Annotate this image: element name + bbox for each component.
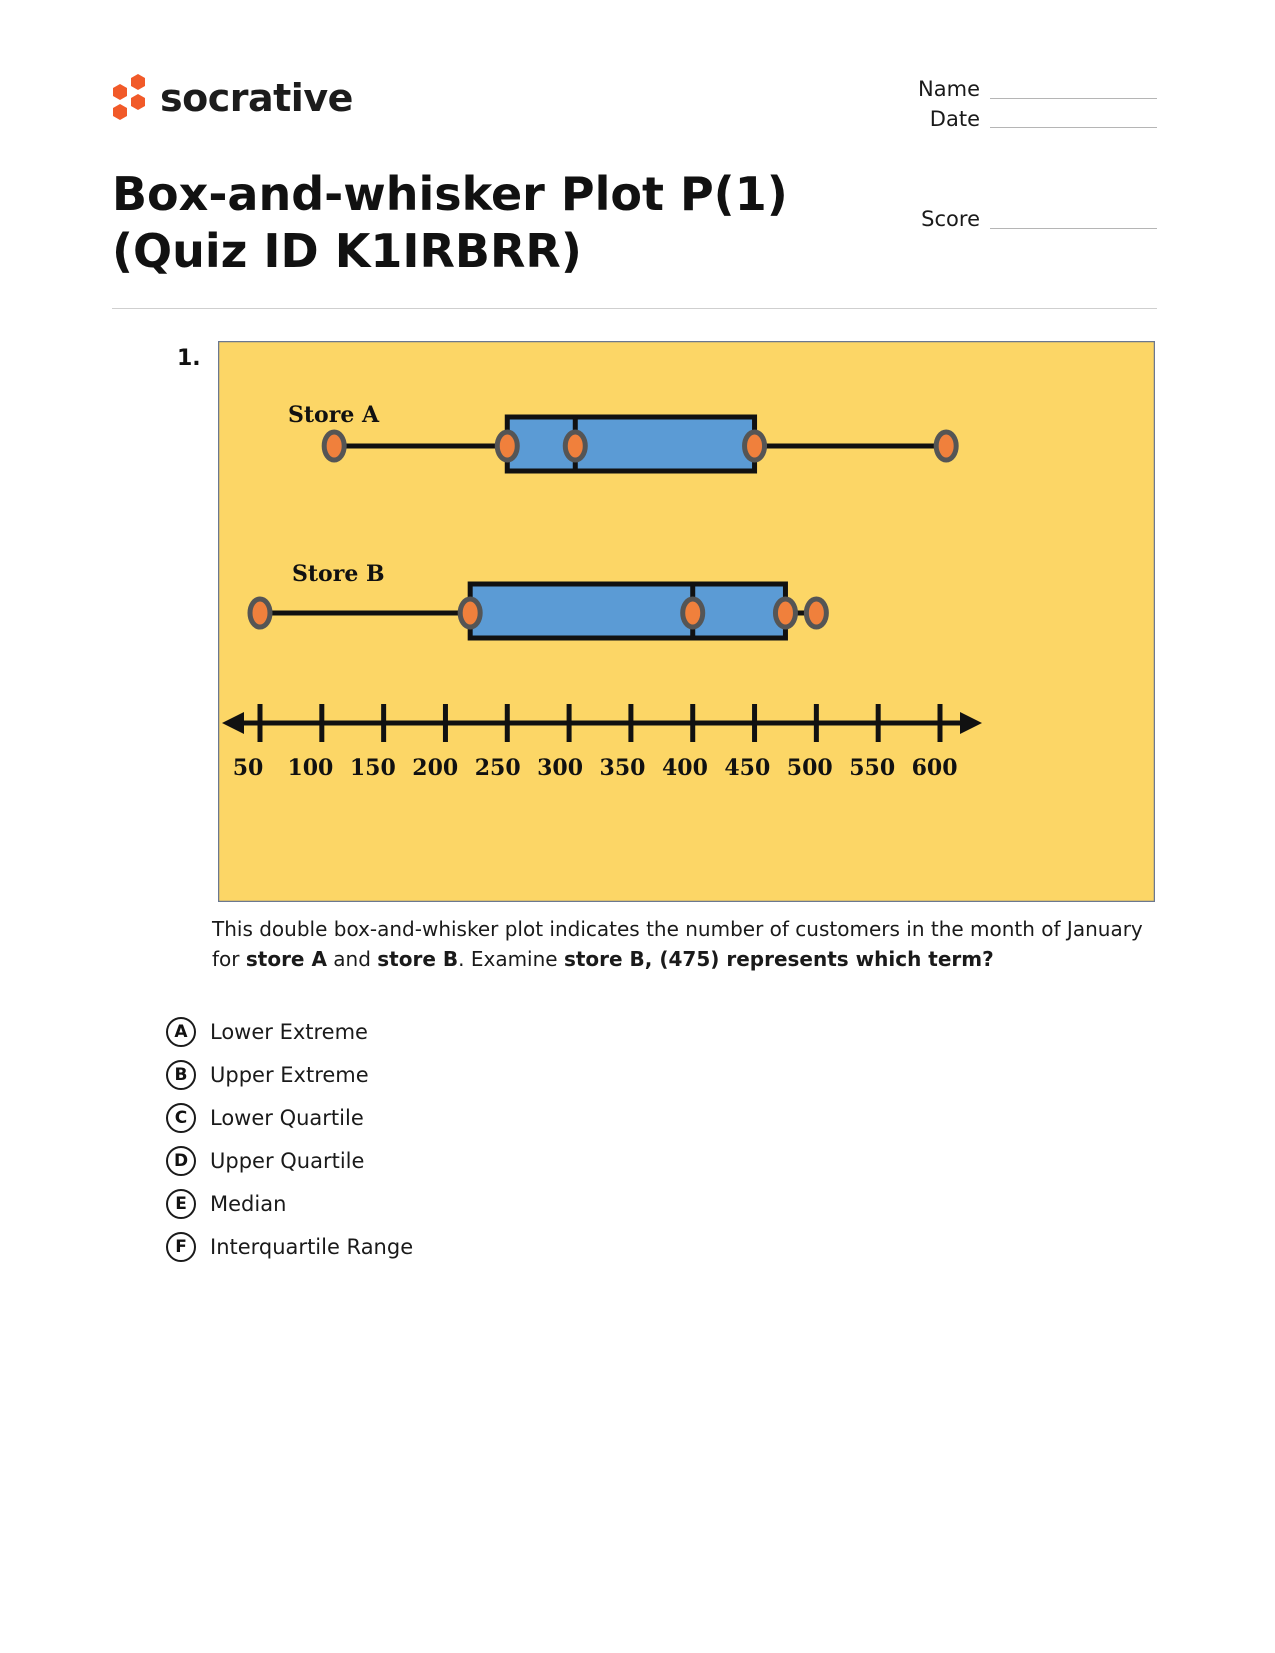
option-text: Upper Quartile — [210, 1148, 365, 1173]
name-label: Name — [918, 77, 980, 101]
date-label: Date — [929, 107, 980, 131]
tick-label: 250 — [474, 755, 521, 781]
median-point — [683, 599, 703, 627]
option-b[interactable] — [166, 1053, 413, 1096]
series-label: Store A — [288, 402, 380, 428]
prompt-bold-store-a: store A — [245, 947, 327, 971]
option-letter: F — [166, 1232, 196, 1262]
option-text: Upper Extreme — [210, 1062, 369, 1087]
brand-name: socrative — [160, 76, 353, 120]
box — [507, 417, 754, 471]
min-point — [324, 432, 344, 460]
option-letter: C — [166, 1103, 196, 1133]
max-point — [806, 599, 826, 627]
median-point — [565, 432, 585, 460]
q1-point — [497, 432, 517, 460]
tick-label: 400 — [661, 755, 708, 781]
min-point — [250, 599, 270, 627]
q3-point — [745, 432, 765, 460]
answer-options — [166, 1010, 413, 1268]
socrative-logo — [110, 72, 370, 124]
q3-point — [775, 599, 795, 627]
prompt-text-3: . Examine — [458, 947, 564, 971]
option-text: Lower Quartile — [210, 1105, 364, 1130]
box-plot-chart — [218, 341, 1155, 902]
tick-label: 600 — [911, 755, 958, 781]
option-letter: E — [166, 1189, 196, 1219]
max-point — [936, 432, 956, 460]
score-label: Score — [921, 207, 980, 231]
question-number: 1. — [177, 346, 201, 371]
option-letter: A — [166, 1017, 196, 1047]
tick-label: 450 — [724, 755, 771, 781]
name-field[interactable] — [990, 98, 1157, 99]
option-c[interactable] — [166, 1096, 413, 1139]
q1-point — [460, 599, 480, 627]
option-text: Interquartile Range — [210, 1234, 414, 1259]
option-text: Lower Extreme — [210, 1019, 368, 1044]
option-a[interactable] — [166, 1010, 413, 1053]
tick-label: 350 — [599, 755, 646, 781]
header-divider — [112, 308, 1157, 309]
prompt-text-2: and — [326, 947, 378, 971]
tick-label: 50 — [232, 755, 264, 781]
tick-label: 100 — [287, 755, 334, 781]
date-field[interactable] — [990, 127, 1157, 128]
tick-label: 300 — [537, 755, 584, 781]
score-field[interactable] — [990, 228, 1157, 229]
option-letter: B — [166, 1060, 196, 1090]
box — [470, 584, 785, 638]
option-f[interactable] — [166, 1225, 413, 1268]
tick-label: 500 — [786, 755, 833, 781]
prompt-text-1: This double box-and-whisker plot indicates the number of customers in the month of January for — [212, 917, 1143, 971]
option-e[interactable] — [166, 1182, 413, 1225]
tick-label: 200 — [412, 755, 459, 781]
option-letter: D — [166, 1146, 196, 1176]
page-title: Box-and-whisker Plot P(1) (Quiz ID K1IRBRR) — [112, 167, 788, 278]
tick-label: 150 — [349, 755, 396, 781]
option-d[interactable] — [166, 1139, 413, 1182]
question-prompt — [212, 914, 1152, 974]
hexagon-cluster-icon — [110, 72, 150, 122]
prompt-bold-question: store B, (475) represents which term? — [563, 947, 994, 971]
prompt-bold-store-b: store B — [377, 947, 459, 971]
series-label: Store B — [292, 561, 385, 587]
option-text: Median — [210, 1191, 287, 1216]
tick-label: 550 — [849, 755, 896, 781]
